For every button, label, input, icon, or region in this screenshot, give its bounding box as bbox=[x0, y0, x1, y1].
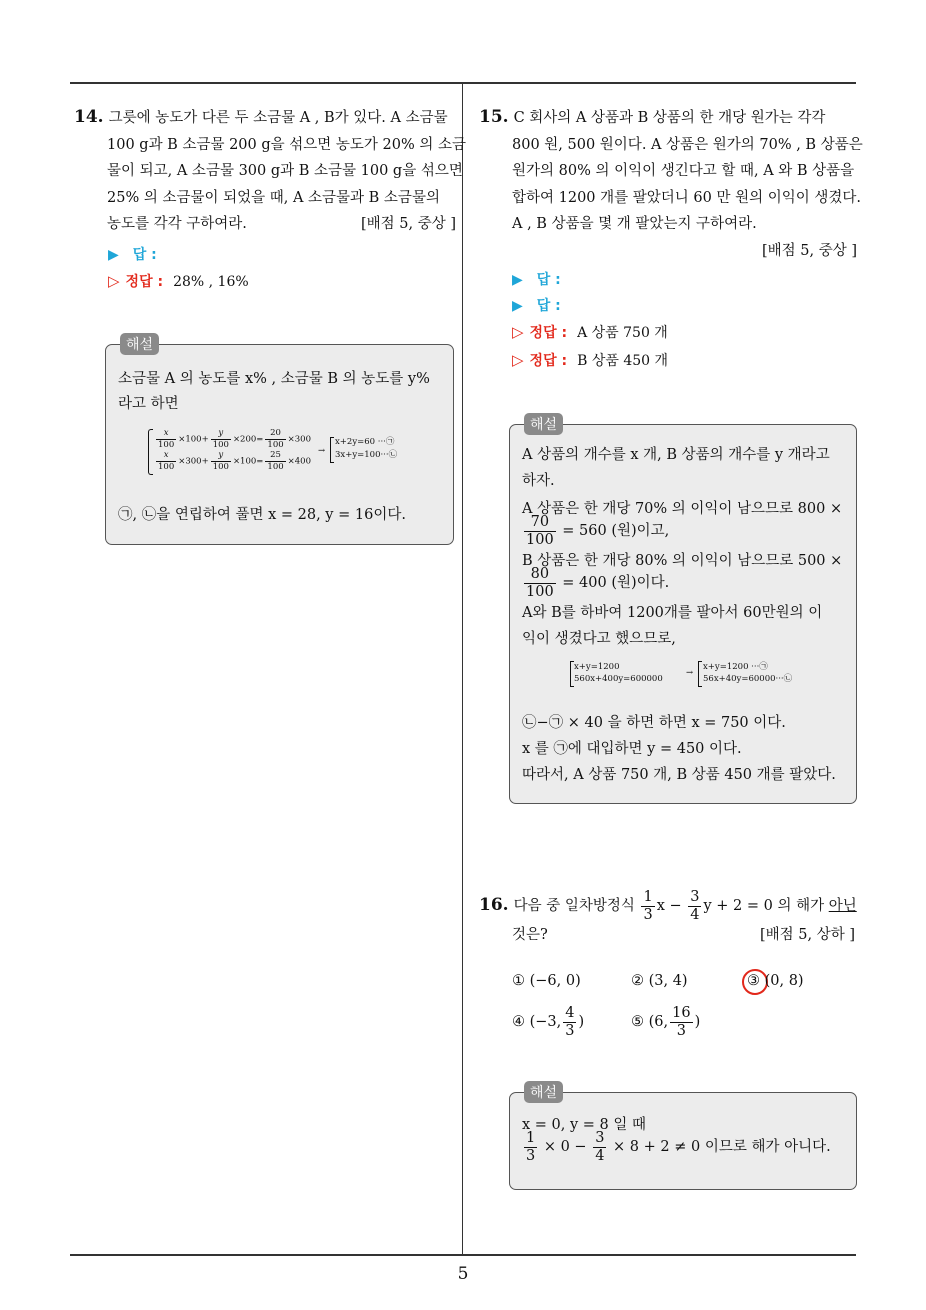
question-meta: [배점 5, 중상 ] bbox=[761, 242, 857, 259]
explanation-text: $\frac{70}{100}$ = 560 (원)이고, bbox=[526, 514, 670, 548]
arrow-icon: → bbox=[318, 446, 326, 456]
choice-4: ④ (−3, $\frac{4}{3}$ ) bbox=[512, 1005, 585, 1039]
explanation-text: 익이 생겼다고 했으므로, bbox=[522, 631, 676, 647]
outline-play-icon: ▷ bbox=[512, 323, 524, 341]
arrow-icon: → bbox=[686, 668, 694, 678]
correct-answer-row bbox=[512, 322, 668, 342]
question-number: 16. bbox=[479, 895, 509, 915]
explanation-text: ㉠, ㉡을 연립하여 풀면 x = 28, y = 16이다. bbox=[118, 507, 406, 523]
explanation-tag: 해설 bbox=[524, 1081, 563, 1103]
question-text: 합하여 1200 개를 팔았더니 60 만 원의 이익이 생겼다. bbox=[512, 189, 861, 206]
explanation-text: A 상품은 한 개당 70% 의 이익이 남으므로 800 × bbox=[522, 501, 843, 517]
question-text: 농도를 각각 구하여라. bbox=[107, 216, 247, 232]
outline-play-icon: ▷ bbox=[512, 351, 524, 369]
question-text: 그릇에 농도가 다른 두 소금물 A , B가 있다. A 소금물 bbox=[108, 110, 448, 126]
top-rule bbox=[70, 82, 856, 84]
explanation-text: 하자. bbox=[522, 473, 555, 489]
play-icon: ▶ bbox=[108, 247, 119, 263]
explanation-box-15: 해설 A 상품의 개수를 x 개, B 상품의 개수를 y 개라고 하자. A 상품은 한 개당 70% 의 이익이 남으므로 800 × $\frac{70}{100}$ = 560 (원)이고, B 상품은 한 개당 80% 의 이익이 남으므로 500 × $\frac{80}{100}$ = 400 (원)이다. A와 B를 하바여 1200개를 팔아서 60만원의 이 익이 생겼다고 했으므로, x+y=1200 560x+400y=600000 → x+y=1200 ···㉠ 56x+40y=60000···㉡ ㉡−㉠ × 40 을 하면 하면 x = 750 이다. x 를 ㉠에 대입하면 y = 450 이다. 따라서, A 상품 750 개, B 상품 450 개를 팔았다. bbox=[509, 424, 857, 804]
choice-3: ③ (0, 8) bbox=[747, 973, 804, 989]
choice-5: ⑤ (6, $\frac{16}{3}$ ) bbox=[631, 1005, 701, 1039]
explanation-text: 라고 하면 bbox=[118, 396, 179, 412]
page-number: 5 bbox=[457, 1264, 469, 1284]
explanation-text: A와 B를 하바여 1200개를 팔아서 60만원의 이 bbox=[522, 605, 823, 621]
explanation-text: 소금물 A 의 농도를 x% , 소금물 B 의 농도를 y% bbox=[118, 371, 430, 387]
explanation-tag: 해설 bbox=[120, 333, 159, 355]
choice-2: ② (3, 4) bbox=[631, 973, 688, 989]
choice-1: ① (−6, 0) bbox=[512, 973, 581, 989]
correct-value: B 상품 450 개 bbox=[577, 353, 669, 369]
correct-answer-row bbox=[512, 350, 668, 370]
answer-row bbox=[512, 295, 561, 315]
question-text: 원가의 80% 의 이익이 생긴다고 할 때, A 와 B 상품을 bbox=[512, 163, 855, 179]
correct-value: A 상품 750 개 bbox=[577, 325, 668, 341]
question-text: 800 원, 500 원이다. A 상품은 원가의 70% , B 상품은 bbox=[512, 136, 863, 153]
explanation-text: x = 0, y = 8 일 때 bbox=[522, 1117, 647, 1133]
question-text: 다음 중 일차방정식 bbox=[513, 898, 635, 914]
emphasis-text: 아닌 bbox=[828, 898, 857, 914]
question-number: 15. bbox=[479, 107, 509, 127]
explanation-text: ㉡−㉠ × 40 을 하면 하면 x = 750 이다. bbox=[522, 715, 786, 731]
explanation-text: B 상품은 한 개당 80% 의 이익이 남으므로 500 × bbox=[522, 553, 843, 569]
answer-label: 답 : bbox=[132, 247, 157, 263]
answer-label: 답 : bbox=[536, 272, 561, 288]
correct-label: 정답 : bbox=[529, 353, 568, 369]
answer-row bbox=[512, 269, 561, 289]
question-text: y + 2 = 0 의 해가 bbox=[703, 898, 825, 914]
correct-label: 정답 : bbox=[125, 274, 164, 290]
explanation-box-16 bbox=[509, 1085, 857, 1190]
question-meta: [배점 5, 중상 ] bbox=[360, 216, 456, 232]
explanation-text: x 를 ㉠에 대입하면 y = 450 이다. bbox=[522, 741, 742, 757]
question-14 bbox=[74, 104, 466, 238]
explanation-text: 따라서, A 상품 750 개, B 상품 450 개를 팔았다. bbox=[522, 767, 836, 783]
question-text: 물이 되고, A 소금물 300 g과 B 소금물 100 g을 섞으면 bbox=[107, 163, 463, 179]
question-meta: [배점 5, 상하 ] bbox=[759, 927, 855, 943]
correct-value: 28% , 16% bbox=[173, 274, 249, 290]
explanation-text: $\frac{1}{3}$ × 0 − $\frac{3}{4}$ × 8 + 2 ≠ 0 이므로 해가 아니다. bbox=[526, 1130, 831, 1164]
question-number: 14. bbox=[74, 107, 104, 127]
question-text: 25% 의 소금물이 되었을 때, A 소금물과 B 소금물의 bbox=[107, 189, 440, 206]
question-15 bbox=[479, 104, 863, 264]
question-16: 16. 다음 중 일차방정식 $\frac{1}{3}$ x − $\frac{3}{4}$ y + 2 = 0 의 해가 아닌 것은? [배점 5, 상하 ] bbox=[479, 890, 859, 949]
question-text: 100 g과 B 소금물 200 g을 섞으면 농도가 20% 의 소금 bbox=[107, 136, 466, 153]
correct-label: 정답 : bbox=[529, 325, 568, 341]
explanation-text: A 상품의 개수를 x 개, B 상품의 개수를 y 개라고 bbox=[522, 447, 830, 463]
question-text: C 회사의 A 상품과 B 상품의 한 개당 원가는 각각 bbox=[513, 110, 826, 126]
answer-label: 답 : bbox=[536, 298, 561, 314]
question-text: x − bbox=[656, 898, 682, 914]
play-icon: ▶ bbox=[512, 272, 523, 288]
explanation-box-14: 해설 소금물 A 의 농도를 x% , 소금물 B 의 농도를 y% 라고 하면 $\frac{x}{100}$ ×100+ $\frac{y}{100}$ ×200= $\frac{20}{100}$ ×300 $\frac{x}{100}$ ×300+ $\frac{y}{100}$ ×100= $\frac{25}{100}$ ×400 → x+2y=60 ···㉠ 3x+y=100···㉡ ㉠, ㉡을 연립하여 풀면 x = 28, y = 16이다. bbox=[105, 344, 454, 545]
question-text: A , B 상품을 몇 개 팔았는지 구하여라. bbox=[512, 216, 757, 232]
column-divider bbox=[462, 83, 463, 1255]
answer-row bbox=[108, 244, 157, 264]
explanation-tag: 해설 bbox=[524, 413, 563, 435]
question-text: 것은? bbox=[512, 927, 548, 943]
explanation-text: $\frac{80}{100}$ = 400 (원)이다. bbox=[526, 566, 670, 600]
correct-answer-row bbox=[108, 271, 249, 291]
play-icon: ▶ bbox=[512, 298, 523, 314]
outline-play-icon: ▷ bbox=[108, 272, 120, 290]
bottom-rule bbox=[70, 1254, 856, 1256]
